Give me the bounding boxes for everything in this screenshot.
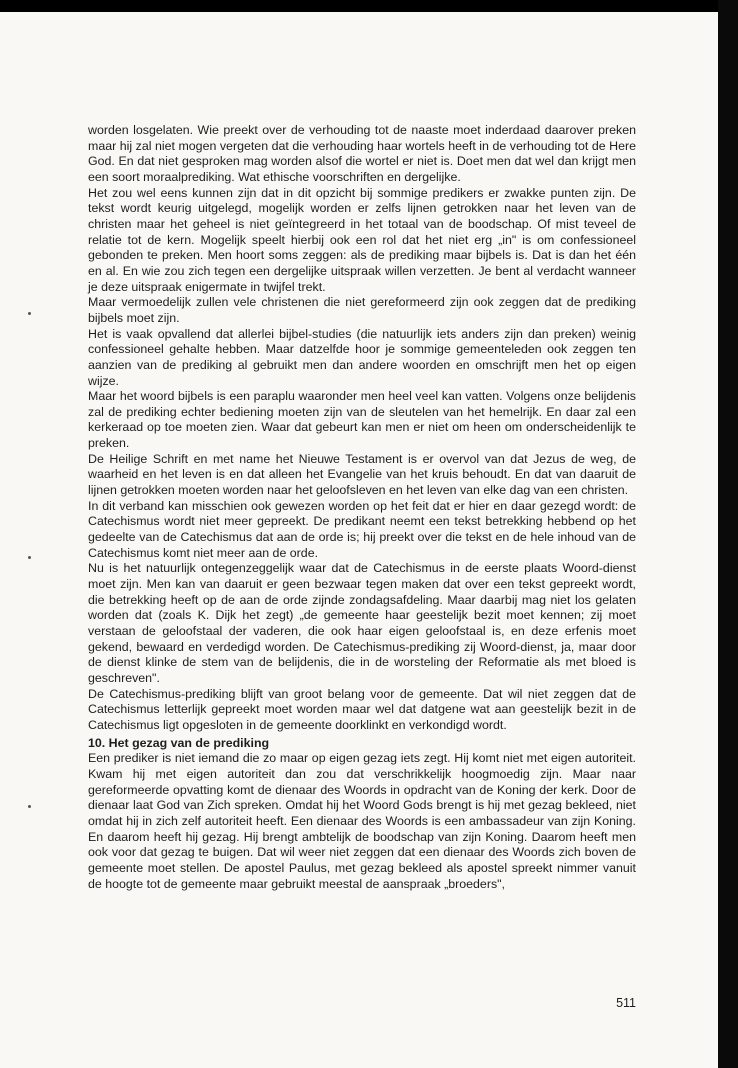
paragraph: Het is vaak opvallend dat allerlei bijbel-studies (die natuurlijk iets anders zijn dan preken) weinig confessioneel gehalte hebben. Maar datzelfde hoor je sommige gemeenteleden ook zeggen ten aanzien van de prediking al gebruikt men dan andere woorden en omschrijft men het op eigen wijze. xyxy=(88,326,636,388)
page-number: 511 xyxy=(616,996,636,1010)
paragraph: In dit verband kan misschien ook gewezen worden op het feit dat er hier en daar gezegd wordt: de Catechismus wordt niet meer gepreekt. De predikant neemt een tekst betrekking hebbend op het gedeelte van de Catechismus dat aan de orde is; hij preekt over die tekst en de hele inhoud van de Catechismus komt niet meer aan de orde. xyxy=(88,498,636,560)
paragraph: Maar vermoedelijk zullen vele christenen die niet gereformeerd zijn ook zeggen dat de prediking bijbels moet zijn. xyxy=(88,295,636,325)
paragraph: Een prediker is niet iemand die zo maar op eigen gezag iets zegt. Hij komt niet met eigen autoriteit. Kwam hij met eigen autoriteit dan zou dat verschrikkelijk hoogmoedig zijn. Maar naar gereformeerde opvatting komt de dienaar des Woords in opdracht van de Koning der kerk. Door de dienaar laat God van Zich spreken. Omdat hij het Woord Gods brengt is hij met gezag bekleed, niet omdat hij in zich zelf autoriteit heeft. Een dienaar des Woords is een ambassadeur van zijn Koning. En daarom heeft hij gezag. Hij brengt ambtelijk de boodschap van zijn Koning. Daarom heeft men ook voor dat gezag te buigen. Dat wil weer niet zeggen dat een dienaar des Woords zich boven de gemeente moet stellen. De apostel Paulus, met gezag bekleed als apostel spreekt nimmer vanuit de hoogte tot de gemeente maar gebruikt meestal de aanspraak „broeders", xyxy=(88,751,636,891)
body-text xyxy=(88,123,636,892)
paragraph: Maar het woord bijbels is een paraplu waaronder men heel veel kan vatten. Volgens onze belijdenis zal de prediking echter bediening moeten zijn van de sleutelen van het hemelrijk. En daar zal een kerkeraad op toe moeten zien. Waar dat gebeurt kan men er niet om heen om onderscheidenlijk te preken. xyxy=(88,389,636,451)
margin-mark xyxy=(28,312,31,315)
paragraph: worden losgelaten. Wie preekt over de verhouding tot de naaste moet inderdaad daarover preken maar hij zal niet mogen vergeten dat die verhouding haar wortels heeft in de verhouding tot de Here God. En dat niet gesproken mag worden alsof die wortel er niet is. Doet men dat wel dan krijgt men een soort moraalprediking. Wat ethische voorschriften en dergelijke. xyxy=(88,123,636,184)
margin-mark xyxy=(28,805,31,808)
scan-edge xyxy=(718,0,738,1068)
margin-mark xyxy=(28,556,31,559)
paragraph: De Heilige Schrift en met name het Nieuwe Testament is er overvol van dat Jezus de weg, de waarheid en het leven is en dat alleen het Evangelie van het kruis behoudt. En dat van daaruit de lijnen getrokken moeten worden naar het geloofsleven en het leven van elke dag van een christen. xyxy=(88,451,636,498)
paragraph: De Catechismus-prediking blijft van groot belang voor de gemeente. Dat wil niet zeggen dat de Catechismus letterlijk gepreekt moet worden maar wel dat datgene wat aan geestelijk bezit in de Catechismus ligt opgesloten in de gemeente doorklinkt en verkondigd wordt. xyxy=(88,686,636,732)
paragraph: Nu is het natuurlijk ontegenzeggelijk waar dat de Catechismus in de eerste plaats Woord-dienst moet zijn. Men kan van daaruit er geen bezwaar tegen maken dat over een tekst gepreekt wordt, die betrekking heeft op de aan de orde zijnde zondagsafdeling. Maar daarbij mag niet los gelaten worden dat (zoals K. Dijk het zegt) „de gemeente haar geestelijk bezit moet kennen; zij moet verstaan de geloofstaal der vaderen, die ook haar eigen geloofstaal is, en deze erfenis moet gekend, bewaard en verdedigd worden. De Catechismus-prediking zij Woord-dienst, ja, maar door de dienst klinke de stem van de belijdenis, die in de worsteling der Reformatie als met bloed is geschreven". xyxy=(88,561,636,685)
paragraph: Het zou wel eens kunnen zijn dat in dit opzicht bij sommige predikers er zwakke punten zijn. De tekst wordt keurig uitgelegd, mogelijk worden er zelfs lijnen getrokken naar het leven van de christen maar het geheel is niet geïntegreerd in het totaal van de boodschap. Of mist teveel de relatie tot de kern. Mogelijk speelt hierbij ook een rol dat het niet erg „in" is om confessioneel gebonden te preken. Men hoort soms zeggen: als de prediking maar bijbels is. Dat is dan het één en al. En wie zou zich tegen een dergelijke uitspraak willen verzetten. Je bent al verdacht wanneer je deze uitspraak enigermate in twijfel trekt. xyxy=(88,185,636,294)
section-heading: 10. Het gezag van de prediking xyxy=(88,735,270,750)
